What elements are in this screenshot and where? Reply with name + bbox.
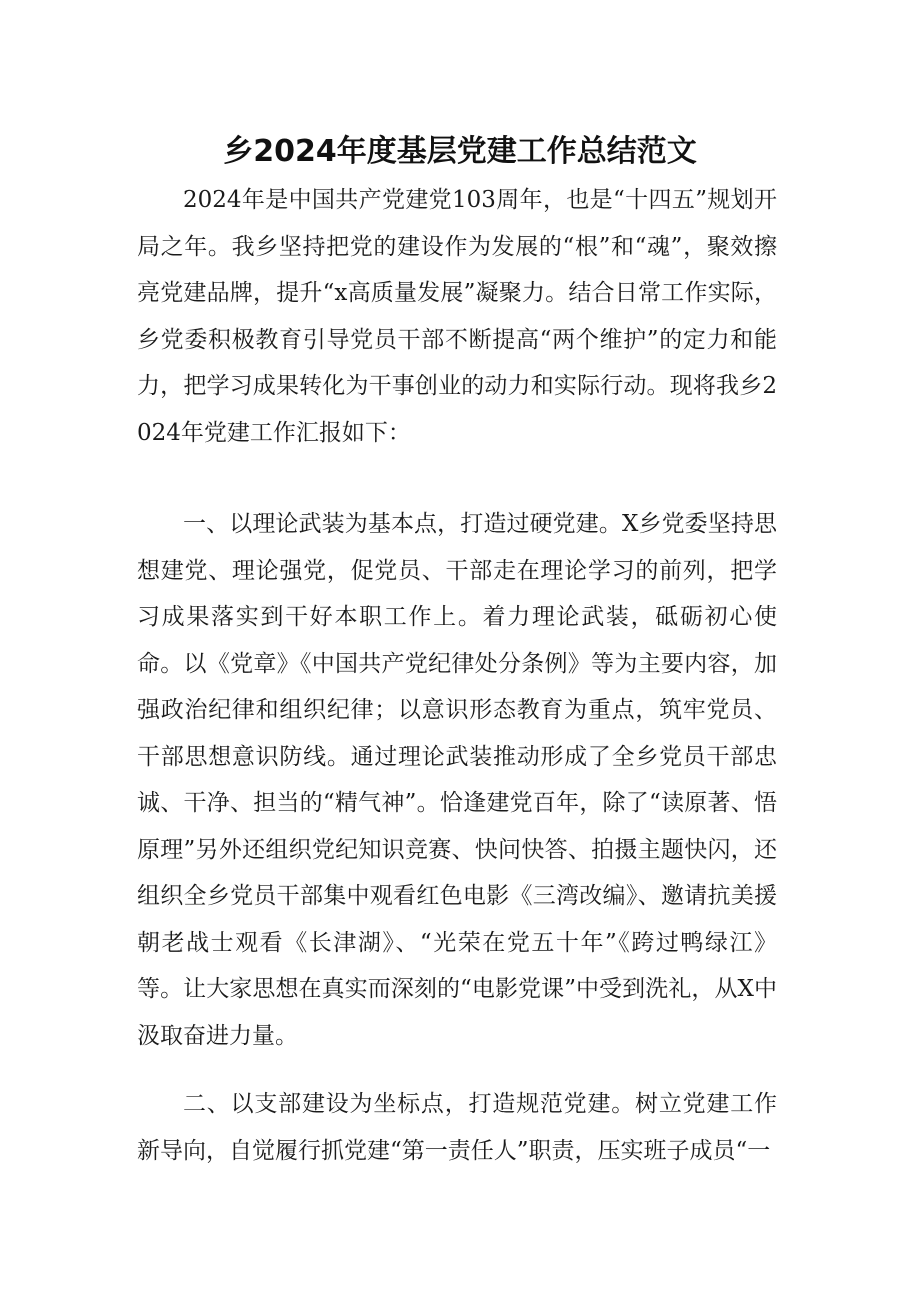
- paragraph-section-one: 一、以理论武装为基本点，打造过硬党建。X乡党委坚持思想建党、理论强党，促党员、干部走在理论学习的前列，把学习成果落实到干好本职工作上。着力理论武装，砥砺初心使命。以《党章》《中国共产党纪律处分条例》等为主要内容，加强政治纪律和组织纪律；以意识形态教育为重点，筑牢党员、干部思想意识防线。通过理论武装推动形成了全乡党员干部忠诚、干净、担当的“精气神”。恰逢建党百年，除了“读原著、悟原理”另外还组织党纪知识竞赛、快问快答、拍摄主题快闪，还组织全乡党员干部集中观看红色电影《三湾改编》、邀请抗美援朝老战士观看《长津湖》、“光荣在党五十年”《跨过鸭绿江》等。让大家思想在真实而深刻的“电影党课”中受到洗礼，从X中汲取奋进力量。: [137, 511, 777, 1049]
- paragraph-section-two: 二、以支部建设为坐标点，打造规范党建。树立党建工作新导向，自觉履行抓党建“第一责任人”职责，压实班子成员“一: [137, 1091, 777, 1164]
- paragraph-intro: 2024年是中国共产党建党103周年，也是“十四五”规划开局之年。我乡坚持把党的建设作为发展的“根”和“魂”，聚效擦亮党建品牌，提升“x高质量发展”凝聚力。结合日常工作实际，乡党委积极教育引导党员干部不断提高“两个维护”的定力和能力，把学习成果转化为干事创业的动力和实际行动。现将我乡2024年党建工作汇报如下：: [137, 187, 777, 446]
- document-title: 乡2024年度基层党建工作总结范文: [223, 134, 697, 169]
